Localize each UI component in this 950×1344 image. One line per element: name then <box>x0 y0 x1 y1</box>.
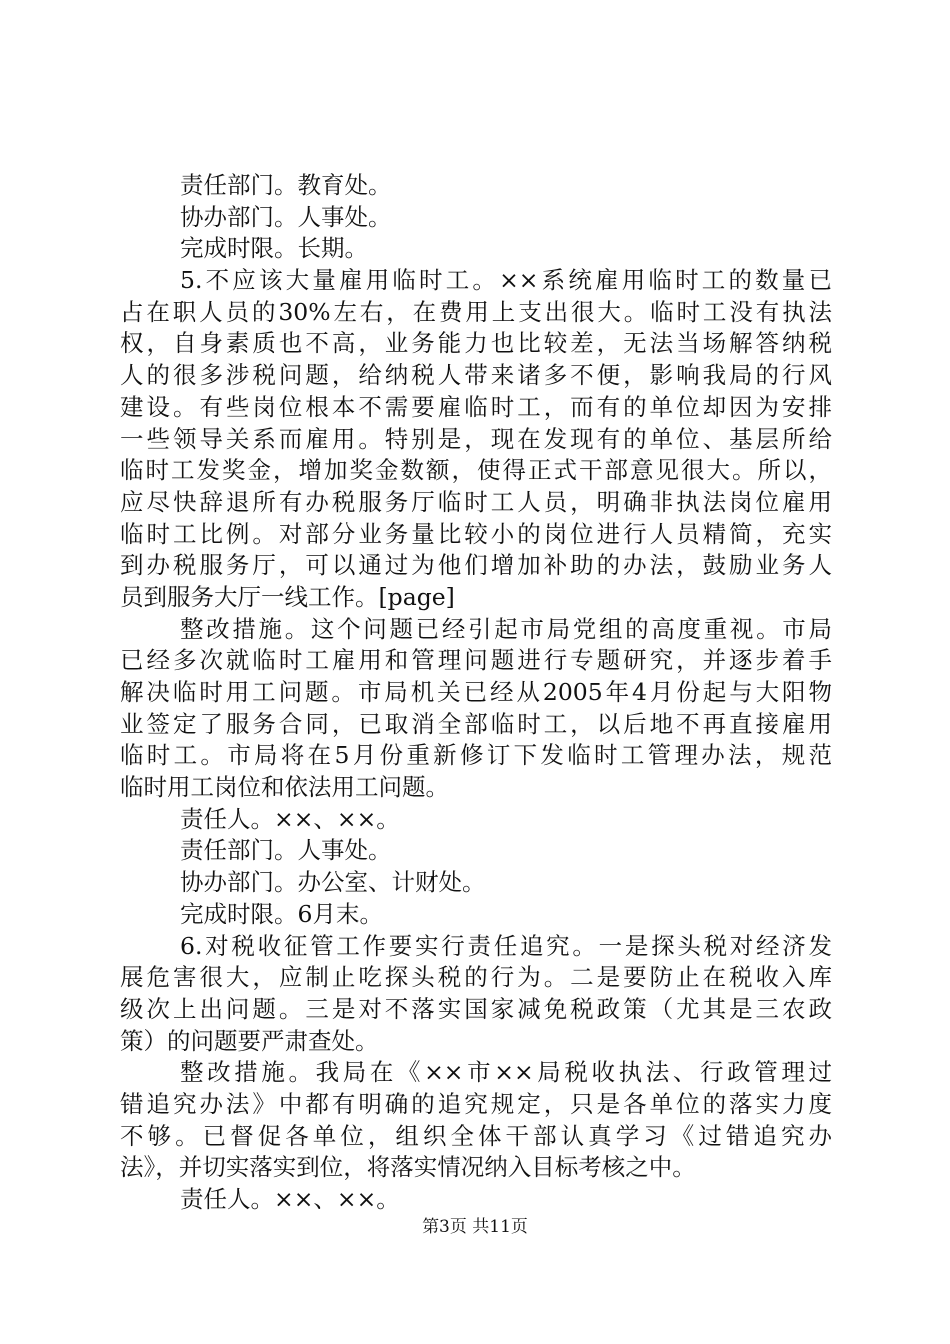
text-line: 临时工发奖金，增加奖金数额，使得正式干部意见很大。所以， <box>120 456 832 485</box>
text-line: 建设。有些岗位根本不需要雇临时工，而有的单位却因为安排 <box>120 392 832 421</box>
text-line: 权，自身素质也不高，业务能力也比较差，无法当场解答纳税 <box>120 329 832 358</box>
text-line: 完成时限。6月末。 <box>180 899 383 928</box>
text-line: 法》，并切实落实到位，将落实情况纳入目标考核之中。 <box>120 1153 696 1182</box>
text-line: 级次上出问题。三是对不落实国家减免税政策（尤其是三农政 <box>120 994 832 1023</box>
text-line: 协办部门。人事处。 <box>180 202 392 231</box>
text-line: 6.对税收征管工作要实行责任追究。一是探头税对经济发 <box>180 931 832 960</box>
text-line: 临时工比例。对部分业务量比较小的岗位进行人员精简，充实 <box>120 519 832 548</box>
text-line: 应尽快辞退所有办税服务厅临时工人员，明确非执法岗位雇用 <box>120 487 832 516</box>
document-body <box>120 170 832 1216</box>
text-line: 临时用工岗位和依法用工问题。 <box>120 773 449 802</box>
text-line: 业签定了服务合同，已取消全部临时工，以后地不再直接雇用 <box>120 709 832 738</box>
text-line: 解决临时用工问题。市局机关已经从2005年4月份起与大阳物 <box>120 678 832 706</box>
text-line: 策）的问题要严肃查处。 <box>120 1026 379 1055</box>
text-line: 员到服务大厅一线工作。[page] <box>120 582 455 611</box>
text-line: 责任部门。人事处。 <box>180 836 392 865</box>
text-line: 责任人。××、××。 <box>180 804 400 833</box>
text-line: 完成时限。长期。 <box>180 234 368 263</box>
text-line: 5.不应该大量雇用临时工。××系统雇用临时工的数量已 <box>180 266 832 295</box>
text-line: 错追究办法》中都有明确的追究规定，只是各单位的落实力度 <box>120 1089 832 1118</box>
text-line: 责任部门。教育处。 <box>180 171 392 199</box>
text-line: 占在职人员的30%左右，在费用上支出很大。临时工没有执法 <box>120 297 832 326</box>
text-line: 协办部门。办公室、计财处。 <box>180 868 486 897</box>
text-line: 一些领导关系而雇用。特别是，现在发现有的单位、基层所给 <box>120 424 832 453</box>
page-footer: 第3页 共11页 <box>422 1217 528 1237</box>
text-line: 不够。已督促各单位，组织全体干部认真学习《过错追究办 <box>120 1121 832 1150</box>
text-line: 临时工。市局将在5月份重新修订下发临时工管理办法，规范 <box>120 741 832 770</box>
text-line: 展危害很大，应制止吃探头税的行为。二是要防止在税收入库 <box>120 963 832 992</box>
text-line: 到办税服务厅，可以通过为他们增加补助的办法，鼓励业务人 <box>120 551 832 580</box>
text-line: 整改措施。这个问题已经引起市局党组的高度重视。市局 <box>180 614 832 643</box>
text-line: 整改措施。我局在《××市××局税收执法、行政管理过 <box>180 1058 832 1087</box>
text-line: 人的很多涉税问题，给纳税人带来诸多不便，影响我局的行风 <box>120 361 832 390</box>
text-line: 已经多次就临时工雇用和管理问题进行专题研究，并逐步着手 <box>120 646 832 675</box>
text-line: 责任人。××、××。 <box>180 1185 400 1213</box>
